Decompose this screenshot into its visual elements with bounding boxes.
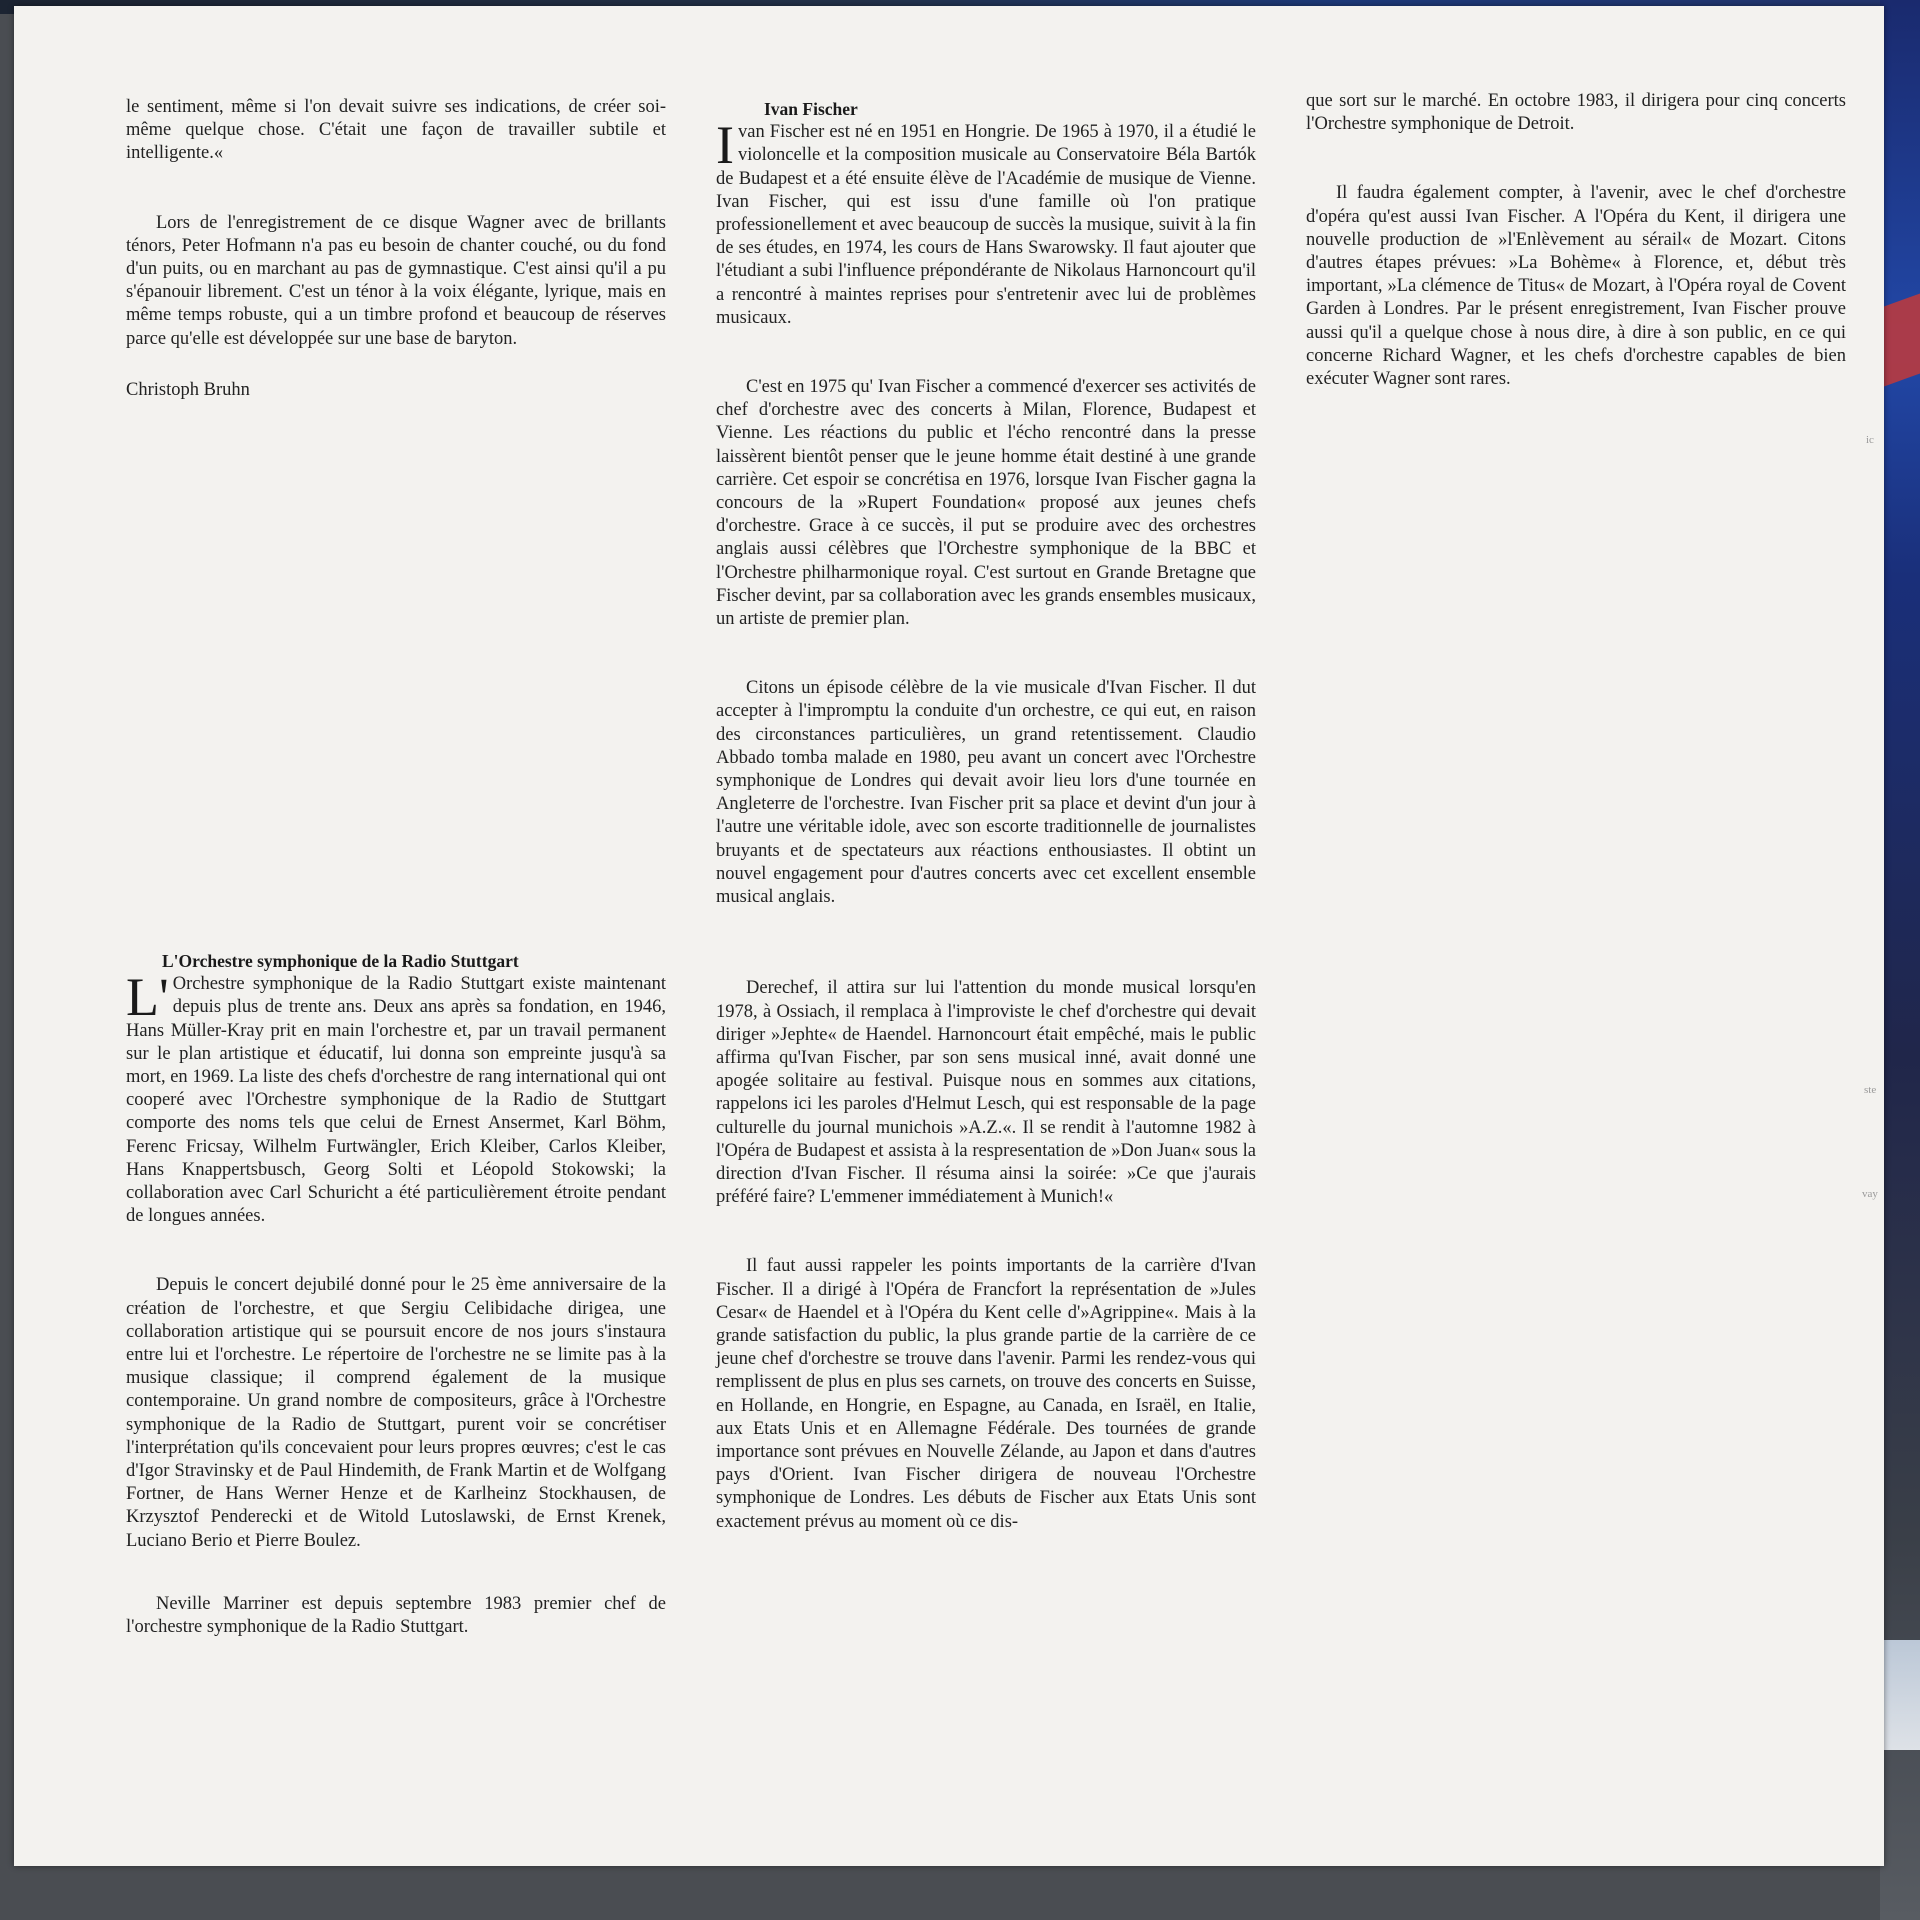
paragraph-text: Orchestre symphonique de la Radio Stuttgart existe maintenant depuis plus de trente ans. Deux ans après sa fondation, en 1946, Hans Müller-Kray prit en main l'orchestre et, par un travail permanent sur le plan artistique et éducatif, lui donna son empreinte jusqu'à sa mort, en 1969. La liste des chefs d'orchestre de rang international qui ont cooperé avec l'Orchestre symphonique de la Radio de Stuttgart comporte des noms tels que celui de Ernest Ansermet, Karl Böhm, Ferenc Fricsay, Wilhelm Furtwängler, Erich Kleiber, Carlos Kleiber, Hans Knappertsbusch, Georg Solti et Léopold Stokowski; la collaboration avec Carl Schuricht a été particulièrement étroite pendant de longues années. <box>126 974 666 1227</box>
paragraph: le sentiment, même si l'on devait suivre ses indications, de créer soi-même quelque chose. C'était une façon de travailler subtile et intelligente.« <box>126 97 666 164</box>
background-cover-edge-right <box>1880 0 1920 1920</box>
liner-notes-page <box>14 6 1884 1866</box>
paragraph: Citons un épisode célèbre de la vie musicale d'Ivan Fischer. Il dut accepter à l'impromptu la conduite d'un orchestre, ce qui eut, en raison des circonstances particulières, un grand retentissement. Claudio Abbado tomba malade en 1980, peu avant un concert avec l'Orchestre symphonique de Londres qui devait avoir lieu lors d'une tournée en Angleterre de l'orchestre. Ivan Fischer prit sa place et devint d'un jour à l'autre une véritable idole, avec son escorte traditionnelle de journalistes bruyants et de spectateurs aux réactions enthousiastes. Il obtint un nouvel engagement pour d'autres concerts avec cet excellent ensemble musical anglais. <box>716 678 1256 908</box>
section-heading: L'Orchestre symphonique de la Radio Stuttgart <box>162 951 519 971</box>
paragraph: Lors de l'enregistrement de ce disque Wagner avec de brillants ténors, Peter Hofmann n'a pas eu besoin de chanter couché, ou du fond d'un puits, ou en marchant au pas de gymnastique. C'est ainsi qu'il a pu s'épanouir librement. C'est un ténor à la voix élégante, lyrique, mais en même temps robuste, qui a un timbre profond et beaucoup de réserves parce qu'elle est développée sur une base de baryton. <box>126 212 666 349</box>
paragraph: C'est en 1975 qu' Ivan Fischer a commencé d'exercer ses activités de chef d'orchestre avec des concerts à Milan, Florence, Budapest et Vienne. Les réactions du public et l'écho rencontré dans la presse laissèrent bientôt penser que le jeune homme était destiné à une grande carrière. Cet espoir se concrétisa en 1976, lorsque Ivan Fischer gagna la concours de la »Rupert Foundation« proposé aux jeunes chefs d'orchestre. Grace à ce succès, il put se produire avec des orchestres anglais aussi célèbres que l'Orchestre symphonique de la BBC et l'Orchestre philharmonique royal. C'est surtout en Grande Bretagne que Fischer devint, par sa collaboration avec les grands ensembles musicaux, un artiste de premier plan. <box>716 377 1256 630</box>
edge-text-fragment: vay <box>1862 1188 1878 1200</box>
edge-text-fragment: ste <box>1864 1084 1877 1096</box>
column-right <box>1306 90 1846 391</box>
column-middle <box>716 98 1256 1534</box>
edge-text-fragment: ic <box>1866 434 1874 446</box>
paragraph <box>716 115 1256 330</box>
drop-cap: I <box>716 115 734 176</box>
paragraph: que sort sur le marché. En octobre 1983, il dirigera pour cinq concerts l'Orchestre symphonique de Detroit. <box>1306 91 1846 135</box>
paragraph: Il faut aussi rappeler les points importants de la carrière d'Ivan Fischer. Il a dirigé à l'Opéra de Francfort la représentation de »Jules Cesar« de Haendel et à l'Opéra du Kent celle d'»Agrippine«. Mais à la grande satisfaction du public, la plus grande partie de la carrière de ce jeune chef d'orchestre se trouve dans l'avenir. Parmi les rendez-vous qui remplissent de plus en plus ses carnets, on trouve des concerts en Suisse, en Hollande, en Hongrie, en Espagne, au Canada, en Israël, en Italie, aux Etats Unis et en Allemagne Fédérale. Des tournées de grande importance sont prévues en Nouvelle Zélande, au Japon et dans d'autres pays d'Orient. Ivan Fischer dirigera de nouveau l'Orchestre symphonique de Londres. Les débuts de Fischer aux Etats Unis sont exactement prévus au moment où ce dis- <box>716 1256 1256 1532</box>
paragraph <box>126 967 666 1228</box>
column-left-lower <box>126 950 666 1639</box>
drop-cap: L' <box>126 967 169 1028</box>
paragraph: Neville Marriner est depuis septembre 1983 premier chef de l'orchestre symphonique de la Radio Stuttgart. <box>126 1593 666 1638</box>
column-left <box>126 96 666 402</box>
section-heading: Ivan Fischer <box>764 99 858 119</box>
paragraph-text: van Fischer est né en 1951 en Hongrie. De 1965 à 1970, il a étudié le violoncelle et la composition musicale au Conservatoire Béla Bartók de Budapest et a été ensuite élève de l'Académie de musique de Vienne. Ivan Fischer, qui est issu d'une famille où l'on pratique professionellement et avec beaucoup de succès la musique, suivit à la fin de ses études, en 1974, les cours de Hans Swarowsky. Il faut ajouter que l'étudiant a subi l'influence prépondérante de Nikolaus Harnoncourt qu'il a rencontré à maintes reprises pour s'entretenir avec lui de problèmes musicaux. <box>716 122 1256 328</box>
author-signature: Christoph Bruhn <box>126 379 250 400</box>
paragraph: Il faudra également compter, à l'avenir, avec le chef d'orchestre d'opéra qu'est aussi Ivan Fischer. A l'Opéra du Kent, il dirigera une nouvelle production de »l'Enlèvement au sérail« de Mozart. Citons d'autres étapes prévues: »La Bohème« à Florence, et, début très important, »La clémence de Titus« de Mozart, à l'Opéra royal de Covent Garden à Londres. Par le présent enregistrement, Ivan Fischer prouve aussi qu'il a quelque chose à nous dire, à dire à son public, en ce qui concerne Richard Wagner, et les chefs d'orchestre capables de bien exécuter Wagner sont rares. <box>1306 183 1846 390</box>
paragraph: Depuis le concert dejubilé donné pour le 25 ème anniversaire de la création de l'orchestre, et que Sergiu Celibidache dirigea, une collaboration artistique qui se poursuit encore de nos jours s'instaura entre lui et l'orchestre. Le répertoire de l'orchestre ne se limite pas à la musique classique; il comprend également de la musique contemporaine. Un grand nombre de compositeurs, grâce à l'Orchestre symphonique de la Radio de Stuttgart, purent voir se concrétiser l'interprétation qu'ils concevaient pour leurs propres œuvres; c'est le cas d'Igor Stravinsky et de Paul Hindemith, de Frank Martin et de Wolfgang Fortner, de Hans Werner Henze et de Karlheinz Stockhausen, de Krzysztof Penderecki et de Witold Lutoslawski, de Ernst Krenek, Luciano Berio et Pierre Boulez. <box>126 1275 666 1551</box>
paragraph: Derechef, il attira sur lui l'attention du monde musical lorsqu'en 1978, à Ossiach, il remplaca à l'improviste le chef d'orchestre qui devait diriger »Jephte« de Haendel. Harnoncourt était empêché, mais le public affirma qu'Ivan Fischer, par son sens musical inné, avait donné une apogée solitaire au festival. Puisque nous en sommes aux citations, rappelons ici les paroles d'Helmut Lesch, qui est responsable de la page culturelle du journal munichois »A.Z.«. Il se rendit à l'automne 1982 à l'Opéra de Budapest et assista à la respresentation de »Don Juan« sous la direction d'Ivan Fischer. Il résuma ainsi la soirée: »Ce que j'aurais préféré faire? L'emmener immédiatement à Munich!« <box>716 978 1256 1208</box>
